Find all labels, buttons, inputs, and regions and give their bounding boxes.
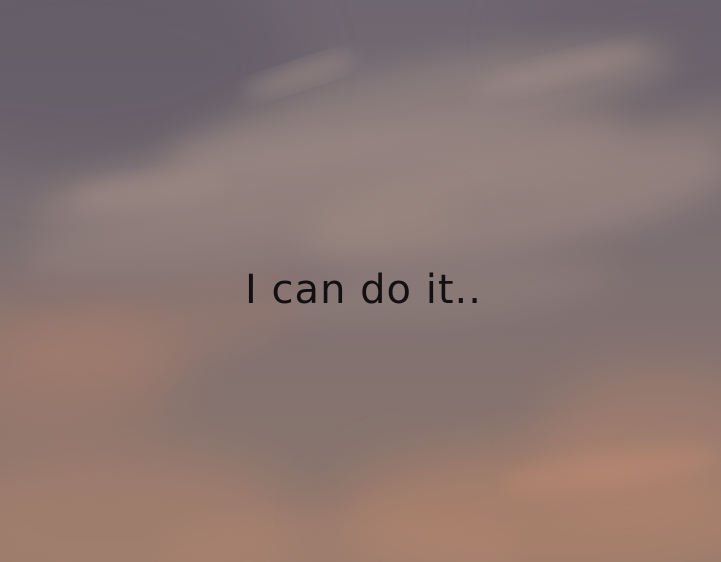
caption-text: I can do it.. <box>245 267 482 313</box>
